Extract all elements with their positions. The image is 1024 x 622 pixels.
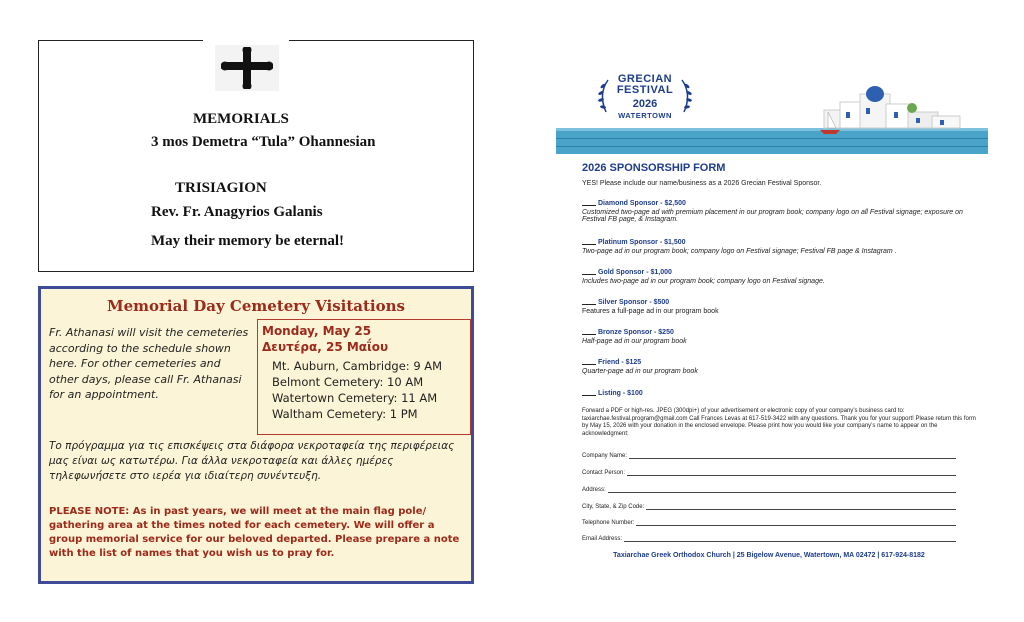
memorials-box xyxy=(38,40,474,272)
checkbox-blank[interactable] xyxy=(582,364,596,365)
festival-logo xyxy=(612,74,678,120)
please-note: PLEASE NOTE: As in past years, we will meet at the main flag pole/ gathering area at the times noted for each cemetery. We will offer a group memorial service for our beloved departed. Please prepare a note with the list of names that you wish us to pray for. xyxy=(49,506,460,559)
field-line[interactable] xyxy=(636,519,956,526)
field-line[interactable] xyxy=(608,486,956,493)
checkbox-blank[interactable] xyxy=(582,274,596,275)
tier-name: Silver Sponsor - $500 xyxy=(598,299,670,306)
email-field[interactable] xyxy=(582,535,956,542)
field-label: City, State, & Zip Code: xyxy=(582,504,645,510)
memorials-heading: MEMORIALS xyxy=(193,111,289,127)
logo-line-1: GRECIAN xyxy=(617,73,673,85)
logo-line-3: 2026 xyxy=(632,98,658,110)
officiant-name: Rev. Fr. Anagyrios Galanis xyxy=(151,204,323,220)
greek-paragraph: Το πρόγραμμα για τις επισκέψεις στα διάφορα νεκροταφεία της περιφέρειας μας είναι ως κατωτέρω. Για άλλα νεκροταφεία και άλλες ημέρες τηλεφωνήσετε στο ιερέα για ιδιαίτερη συνέντευξη. xyxy=(49,440,455,482)
field-line[interactable] xyxy=(629,452,956,459)
tier-name: Friend - $125 xyxy=(598,359,642,366)
field-label: Contact Person: xyxy=(582,470,626,476)
schedule-date-english: Monday, May 25 xyxy=(262,324,372,338)
logo-line-2: FESTIVAL xyxy=(616,84,674,96)
field-line[interactable] xyxy=(627,469,956,476)
checkbox-blank[interactable] xyxy=(582,334,596,335)
church-footer: Taxiarchae Greek Orthodox Church | 25 Bigelow Avenue, Watertown, MA 02472 | 617-924-8182 xyxy=(613,552,925,559)
cemetery-visitations-box xyxy=(38,286,474,584)
visitations-intro: Fr. Athanasi will visit the cemeteries according to the schedule shown here. For other cemeteries and other days, please call Fr. Athanasi for an appointment. xyxy=(49,326,249,401)
memorial-entry: 3 mos Demetra “Tula” Ohannesian xyxy=(151,134,376,150)
field-label: Telephone Number: xyxy=(582,520,635,526)
field-line[interactable] xyxy=(624,535,956,542)
tier-name: Gold Sponsor - $1,000 xyxy=(598,269,672,276)
field-label: Address: xyxy=(582,487,606,493)
tier-friend[interactable] xyxy=(582,359,698,375)
logo-line-4: WATERTOWN xyxy=(618,111,672,120)
city-state-zip-field[interactable] xyxy=(582,503,956,510)
tier-description: Customized two-page ad with premium placement in our program book; company logo on all Festival signage; exposure on Festival FB page, & Instagram. xyxy=(582,209,963,223)
company-name-field[interactable] xyxy=(582,452,956,459)
schedule-box xyxy=(257,319,471,435)
trisagion-heading: TRISIAGION xyxy=(175,180,267,196)
tier-name: Diamond Sponsor - $2,500 xyxy=(598,200,686,207)
address-field[interactable] xyxy=(582,486,956,493)
closing-line: May their memory be eternal! xyxy=(151,233,344,249)
schedule-list xyxy=(272,358,442,422)
field-label: Company Name: xyxy=(582,453,628,459)
schedule-item: Mt. Auburn, Cambridge: 9 AM xyxy=(272,359,443,373)
checkbox-blank[interactable] xyxy=(582,205,596,206)
tier-description: Two-page ad in our program book; company logo on Festival signage; Festival FB page & Instagram . xyxy=(582,248,897,255)
checkbox-blank[interactable] xyxy=(582,244,596,245)
checkbox-blank[interactable] xyxy=(582,304,596,305)
sponsorship-form-title: 2026 SPONSORSHIP FORM xyxy=(582,162,726,174)
tier-description: Quarter-page ad in our program book xyxy=(582,368,698,375)
tier-silver[interactable] xyxy=(582,299,719,315)
tier-bronze[interactable] xyxy=(582,329,687,345)
tier-platinum[interactable] xyxy=(582,239,897,255)
sponsorship-intro: YES! Please include our name/business as a 2026 Grecian Festival Sponsor. xyxy=(582,180,822,187)
tier-gold[interactable] xyxy=(582,269,825,285)
submission-instructions: Forward a PDF or high-res. JPEG (300dpi+) of your advertisement or electronic copy of your company’s business card to: taxiarchae.festival.program@gmail.com Call Frances Levas at 617-519-3422 with any questions. Thank you for your support! Please return this form by May 15, 2026 with your donation in the enclosed envelope. Please print how you would like your company’s name to appear on the acknowledgment: xyxy=(582,408,976,437)
tier-name: Bronze Sponsor - $250 xyxy=(598,329,674,336)
checkbox-blank[interactable] xyxy=(582,395,596,396)
schedule-item: Watertown Cemetery: 11 AM xyxy=(272,391,438,405)
schedule-date-greek: Δευτέρα, 25 Μαΐου xyxy=(262,340,389,354)
contact-person-field[interactable] xyxy=(582,469,956,476)
tier-listing[interactable] xyxy=(582,390,643,397)
tier-diamond[interactable] xyxy=(582,200,982,223)
schedule-item: Waltham Cemetery: 1 PM xyxy=(272,407,418,421)
field-line[interactable] xyxy=(646,503,956,510)
laurel-left-icon xyxy=(596,78,610,114)
tier-description: Includes two-page ad in our program book; company logo on Festival signage. xyxy=(582,278,825,285)
tier-description: Features a full-page ad in our program book xyxy=(582,308,719,315)
tier-name: Platinum Sponsor - $1,500 xyxy=(598,239,686,246)
field-label: Email Address: xyxy=(582,536,623,542)
laurel-right-icon xyxy=(680,78,694,114)
telephone-field[interactable] xyxy=(582,519,956,526)
tier-name: Listing - $100 xyxy=(598,390,643,397)
tier-description: Half-page ad in our program book xyxy=(582,338,687,345)
visitations-title: Memorial Day Cemetery Visitations xyxy=(107,297,405,315)
schedule-item: Belmont Cemetery: 10 AM xyxy=(272,375,424,389)
orthodox-cross-icon xyxy=(221,47,273,89)
